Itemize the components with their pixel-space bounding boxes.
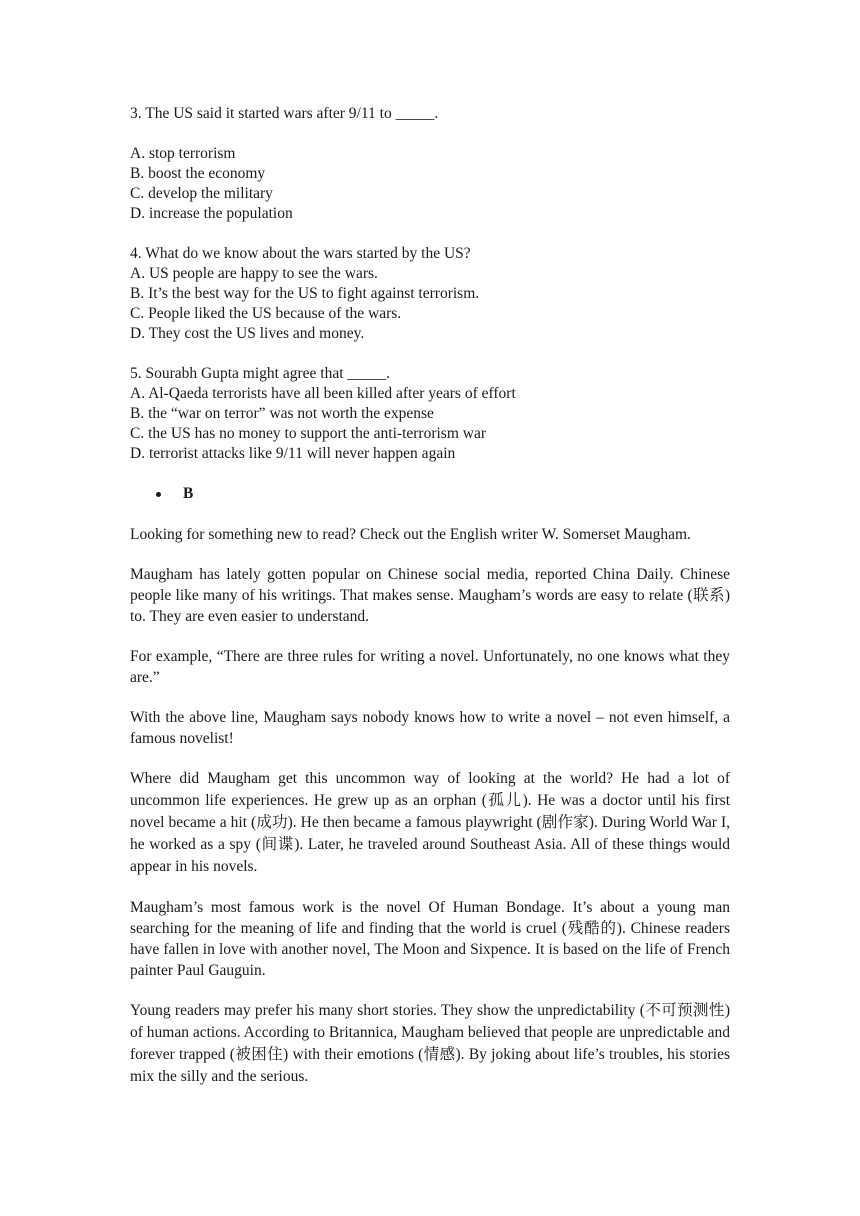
paragraph-2: Maugham has lately gotten popular on Chinese social media, reported China Daily. Chinese people like many of his writings. That makes sense. Maugham’s words are easy to relate (联系) to. They are even easier to understand. xyxy=(130,566,730,625)
option-b: B. boost the economy xyxy=(130,165,266,182)
document-page xyxy=(130,104,730,1088)
option-d: D. terrorist attacks like 9/11 will never happen again xyxy=(130,445,456,462)
paragraph-4: With the above line, Maugham says nobody knows how to write a novel – not even himself, a famous novelist! xyxy=(130,709,730,747)
option-a: A. Al-Qaeda terrorists have all been killed after years of effort xyxy=(130,385,516,402)
bullet-icon xyxy=(156,492,161,497)
question-stem: 4. What do we know about the wars started by the US? xyxy=(130,245,471,262)
paragraph-6: Maugham’s most famous work is the novel Of Human Bondage. It’s about a young man searching for the meaning of life and finding that the world is cruel (残酷的). Chinese readers have fallen in love with another novel, The Moon and Sixpence. It is based on the life of French painter Paul Gauguin. xyxy=(130,899,730,979)
paragraph-3: For example, “There are three rules for writing a novel. Unfortunately, no one knows what they are.” xyxy=(130,648,730,686)
option-c: C. the US has no money to support the anti-terrorism war xyxy=(130,425,487,442)
question-4 xyxy=(130,244,730,344)
section-label xyxy=(130,484,730,504)
option-d: D. They cost the US lives and money. xyxy=(130,325,365,342)
question-5 xyxy=(130,364,730,464)
option-c: C. develop the military xyxy=(130,185,273,202)
option-d: D. increase the population xyxy=(130,205,293,222)
option-c: C. People liked the US because of the wars. xyxy=(130,305,402,322)
question-stem: 5. Sourabh Gupta might agree that _____. xyxy=(130,365,391,382)
paragraph-1: Looking for something new to read? Check out the English writer W. Somerset Maugham. xyxy=(130,526,691,543)
question-stem: 3. The US said it started wars after 9/11 to _____. xyxy=(130,105,439,122)
option-a: A. stop terrorism xyxy=(130,145,236,162)
option-b: B. the “war on terror” was not worth the expense xyxy=(130,405,434,422)
question-3 xyxy=(130,104,730,224)
option-a: A. US people are happy to see the wars. xyxy=(130,265,378,282)
section-label-text: B xyxy=(183,485,194,502)
paragraph-5: Where did Maugham get this uncommon way of looking at the world? He had a lot of uncommon life experiences. He grew up as an orphan (孤儿). He was a doctor until his first novel became a hit (成功). He then became a famous playwright (剧作家). During World War I, he worked as a spy (间谍). Later, he traveled around Southeast Asia. All of these things would appear in his novels. xyxy=(130,770,730,875)
option-b: B. It’s the best way for the US to fight against terrorism. xyxy=(130,285,480,302)
paragraph-7: Young readers may prefer his many short stories. They show the unpredictability (不可预测性) of human actions. According to Britannica, Maugham believed that people are unpredictable and forever trapped (被困住) with their emotions (情感). By joking about life’s troubles, his stories mix the silly and the serious. xyxy=(130,1002,730,1085)
